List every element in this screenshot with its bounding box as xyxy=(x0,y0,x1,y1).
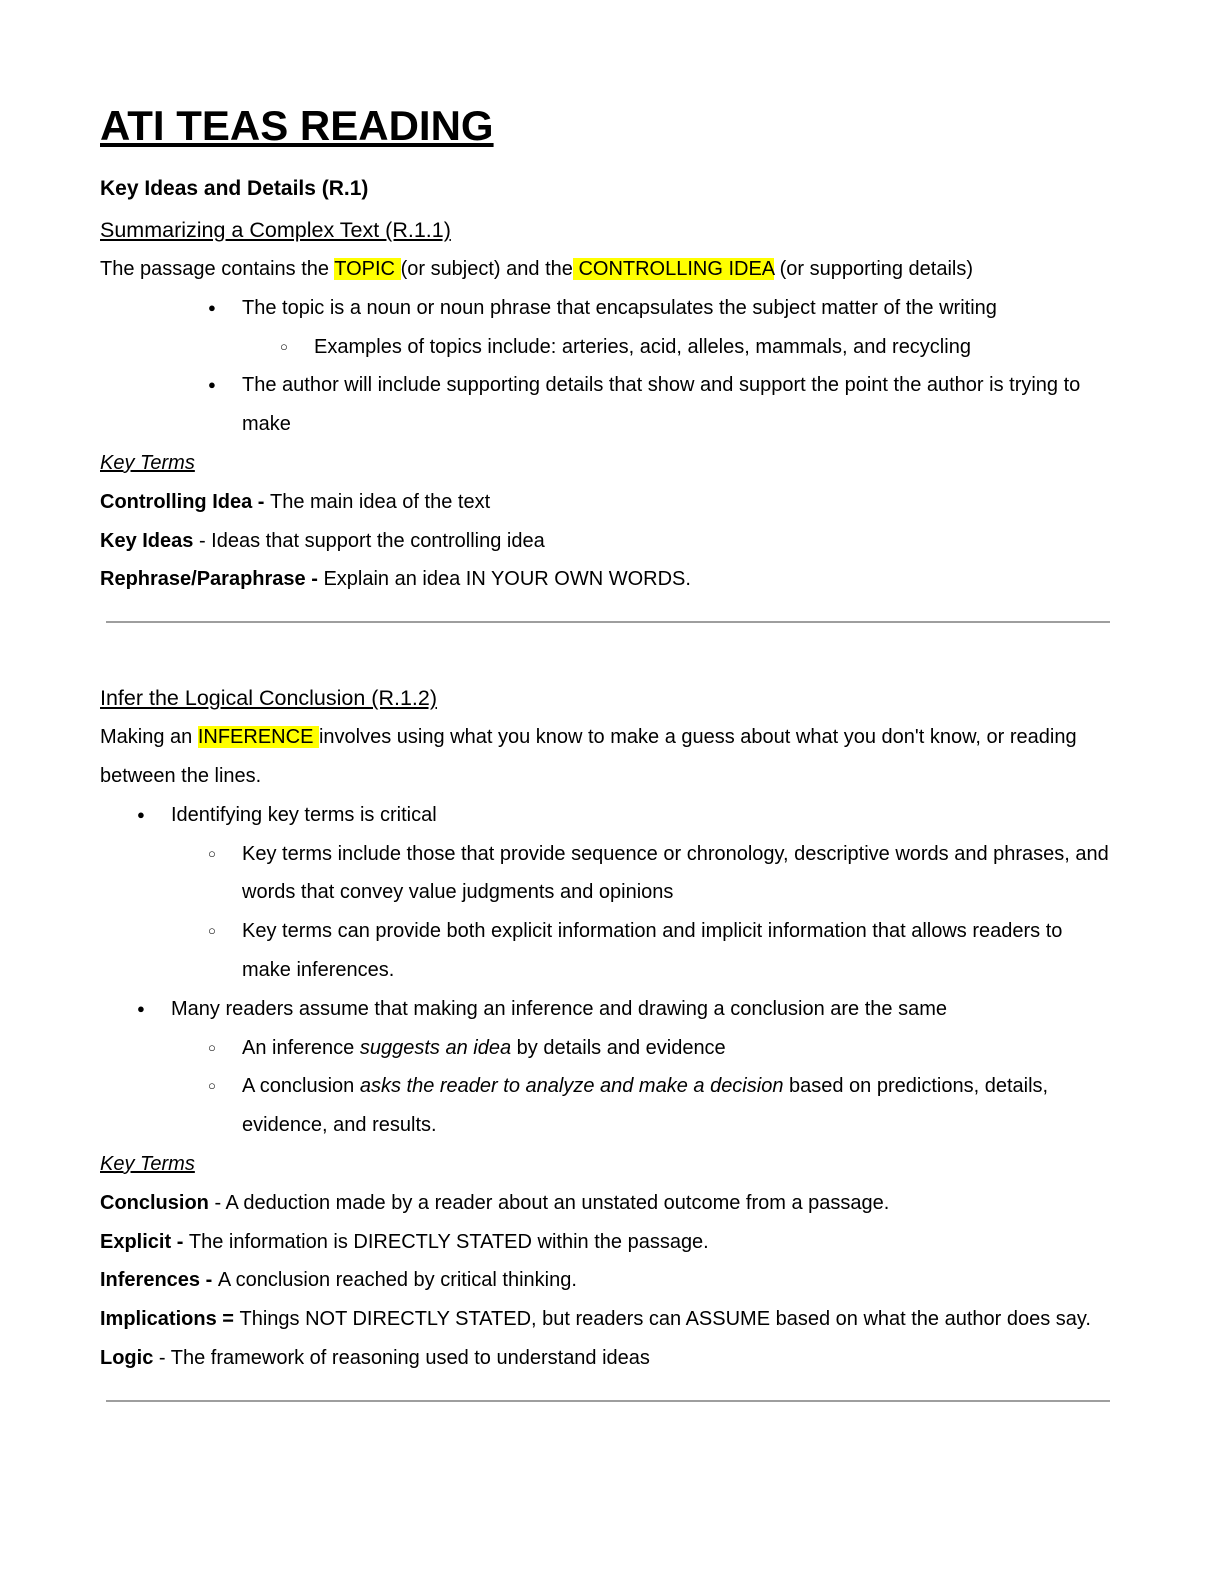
infer-bullets xyxy=(100,796,1112,835)
term-name: Controlling Idea - xyxy=(100,490,270,513)
infer-intro xyxy=(100,718,1112,796)
term-definition: - A deduction made by a reader about an unstated outcome from a passage. xyxy=(208,1191,890,1214)
highlight-inference: INFERENCE xyxy=(197,726,319,749)
list-item-text: by details and evidence xyxy=(511,1036,726,1059)
intro-text-a: Making an xyxy=(100,726,198,749)
term-definition: - The framework of reasoning used to understand ideas xyxy=(153,1346,650,1369)
term-definition: The main idea of the text xyxy=(270,490,491,513)
list-item-text: Many readers assume that making an inference and drawing a conclusion are the same xyxy=(171,997,947,1020)
list-item-text: The author will include supporting details that show and support the point the author is trying to make xyxy=(242,374,1081,436)
term-row xyxy=(100,1339,1112,1378)
summarizing-intro xyxy=(100,250,1112,289)
list-item xyxy=(100,912,1112,990)
term-row xyxy=(100,1184,1112,1223)
section-divider xyxy=(106,1400,1110,1402)
list-item xyxy=(100,289,1112,328)
highlight-controlling-idea: CONTROLLING IDEA xyxy=(572,258,775,280)
term-name: Inferences - xyxy=(100,1269,218,1292)
list-item-text: Key terms include those that provide sequence or chronology, descriptive words and phrases, and words that convey value judgments and opinions xyxy=(242,842,1109,904)
list-item-text: based on predictions, details, evidence, and results. xyxy=(242,1075,1049,1137)
list-item xyxy=(100,328,1112,367)
highlight-topic: TOPIC xyxy=(334,258,401,280)
section-divider xyxy=(106,621,1110,623)
term-definition: Things NOT DIRECTLY STATED, but readers can ASSUME based on what the author does say. xyxy=(239,1308,1091,1331)
list-item xyxy=(100,1067,1112,1145)
list-item xyxy=(100,796,1112,835)
term-definition: A conclusion reached by critical thinking. xyxy=(217,1269,577,1292)
intro-text-a: The passage contains the xyxy=(100,258,335,280)
term-name: Logic xyxy=(100,1346,154,1369)
term-definition: The information is DIRECTLY STATED within the passage. xyxy=(188,1230,709,1253)
term-row xyxy=(100,560,1112,599)
term-name: Rephrase/Paraphrase - xyxy=(100,568,324,591)
term-definition: - Ideas that support the controlling idea xyxy=(193,529,545,552)
section-heading: Key Ideas and Details (R.1) xyxy=(100,177,369,200)
summarizing-subbullets xyxy=(100,328,1112,367)
list-item-text: An inference xyxy=(242,1036,360,1059)
term-name: Explicit - xyxy=(100,1230,189,1253)
infer-subbullets-2 xyxy=(100,1029,1112,1145)
emphasis-text: asks the reader to analyze and make a decision xyxy=(359,1075,784,1098)
term-row xyxy=(100,1223,1112,1262)
list-item-text: Examples of topics include: arteries, acid, alleles, mammals, and recycling xyxy=(314,335,971,358)
key-terms-label: Key Terms xyxy=(100,1152,195,1175)
list-item-text: Identifying key terms is critical xyxy=(171,803,437,826)
document-page xyxy=(100,98,1112,1402)
list-item xyxy=(100,835,1112,913)
term-row xyxy=(100,1300,1112,1339)
term-row xyxy=(100,1261,1112,1300)
infer-bullets-2 xyxy=(100,990,1112,1029)
infer-subbullets-1 xyxy=(100,835,1112,990)
document-title: ATI TEAS READING xyxy=(100,102,494,149)
list-item xyxy=(100,990,1112,1029)
emphasis-text: suggests an idea xyxy=(359,1036,512,1059)
list-item-text: A conclusion xyxy=(242,1075,360,1098)
list-item xyxy=(100,1029,1112,1068)
list-item xyxy=(100,366,1112,444)
intro-text-b: involves using what you know to make a guess about what you don't know, or reading between the lines. xyxy=(100,726,1077,787)
key-terms-label: Key Terms xyxy=(100,451,195,474)
term-name: Conclusion xyxy=(100,1191,209,1214)
subheading-infer: Infer the Logical Conclusion (R.1.2) xyxy=(100,686,438,711)
term-name: Implications = xyxy=(100,1308,240,1331)
intro-text-b: (or subject) and the xyxy=(400,258,573,280)
term-definition: Explain an idea IN YOUR OWN WORDS. xyxy=(323,568,691,591)
summarizing-bullets-2 xyxy=(100,366,1112,444)
term-row xyxy=(100,483,1112,522)
summarizing-bullets xyxy=(100,289,1112,328)
list-item-text: The topic is a noun or noun phrase that encapsulates the subject matter of the writing xyxy=(242,296,997,319)
term-name: Key Ideas xyxy=(100,529,194,552)
subheading-summarizing: Summarizing a Complex Text (R.1.1) xyxy=(100,218,451,242)
intro-text-c: (or supporting details) xyxy=(774,258,974,280)
list-item-text: Key terms can provide both explicit information and implicit information that allows readers to make inferences. xyxy=(242,920,1063,981)
term-row xyxy=(100,522,1112,561)
